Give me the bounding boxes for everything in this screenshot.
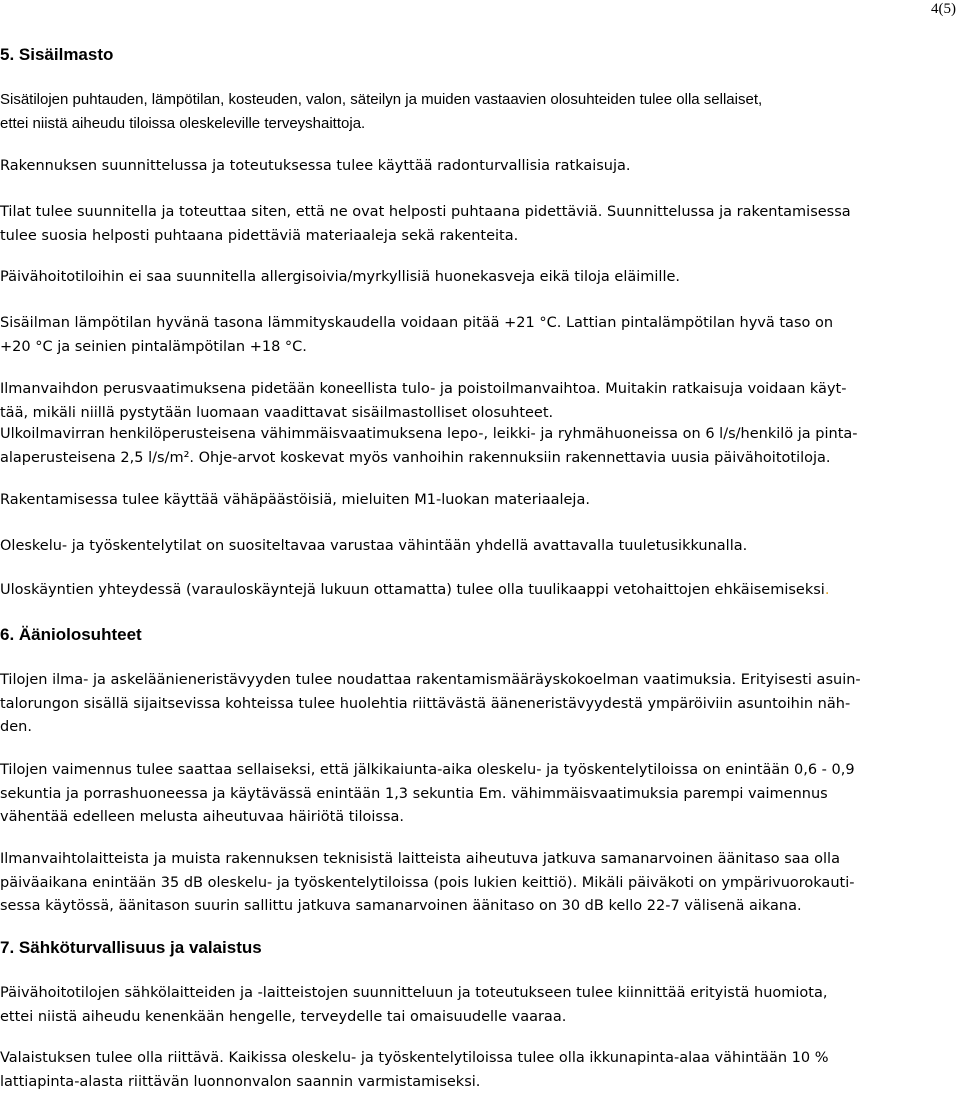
text-line: ettei niistä aiheudu tiloissa oleskeleville terveyshaittoja. (0, 112, 958, 136)
page-number: 4(5) (931, 0, 956, 18)
text-line: Tilat tulee suunnitella ja toteuttaa siten, että ne ovat helposti puhtaana pidettäviä. Suunnittelussa ja rakentamisessa (0, 201, 958, 225)
paragraph-6-2 (0, 759, 958, 830)
paragraph-5-1 (0, 88, 958, 135)
paragraph-7-1 (0, 982, 958, 1029)
text-line: Ulkoilmavirran henkilöperusteisena vähimmäisvaatimuksena lepo-, leikki- ja ryhmähuoneissa on 6 l/s/henkilö ja pinta- (0, 423, 958, 447)
paragraph-5-5 (0, 312, 958, 359)
paragraph-5-9 (0, 535, 958, 559)
paragraph-6-3 (0, 848, 958, 919)
paragraph-5-8 (0, 489, 958, 513)
paragraph-5-3 (0, 201, 958, 248)
text-line: talorungon sisällä sijaitsevissa kohteissa tulee huolehtia riittävästä ääneneristävyydestä ympäröiviin asuntoihin näh- (0, 693, 958, 717)
text-line: Rakennuksen suunnittelussa ja toteutuksessa tulee käyttää radonturvallisia ratkaisuja. (0, 155, 958, 179)
trailing-dot: . (825, 582, 830, 598)
text-line: tulee suosia helposti puhtaana pidettäviä materiaaleja sekä rakenteita. (0, 225, 958, 249)
text-line: Päivähoitotiloihin ei saa suunnitella allergisoivia/myrkyllisiä huonekasveja eikä tiloja eläimille. (0, 266, 958, 290)
text-line: ettei niistä aiheudu kenenkään hengelle, terveydelle tai omaisuudelle vaaraa. (0, 1006, 958, 1030)
text-line: Oleskelu- ja työskentelytilat on suositeltavaa varustaa vähintään yhdellä avattavalla tuuletusikkunalla. (0, 535, 958, 559)
text-line: Sisätilojen puhtauden, lämpötilan, kosteuden, valon, säteilyn ja muiden vastaavien olosuhteiden tulee olla sellaiset, (0, 88, 958, 112)
text-line: Tilojen vaimennus tulee saattaa sellaiseksi, että jälkikaiunta-aika oleskelu- ja työskentelytiloissa on enintään 0,6 - 0,9 (0, 759, 958, 783)
text-line: lattiapinta-alasta riittävän luonnonvalon saannin varmistamiseksi. (0, 1071, 958, 1094)
text-line (0, 579, 958, 603)
text-line: Rakentamisessa tulee käyttää vähäpäästöisiä, mieluiten M1-luokan materiaaleja. (0, 489, 958, 513)
text-line: Tilojen ilma- ja askeläänieneristävyyden tulee noudattaa rakentamismääräyskokoelman vaatimuksia. Erityisesti asuin- (0, 669, 958, 693)
section-heading-6: 6. Ääniolosuhteet (0, 624, 958, 646)
section-heading-7: 7. Sähköturvallisuus ja valaistus (0, 937, 958, 959)
paragraph-5-10 (0, 579, 958, 603)
paragraph-5-6 (0, 378, 958, 425)
section-heading-5: 5. Sisäilmasto (0, 44, 958, 66)
text-line: Valaistuksen tulee olla riittävä. Kaikissa oleskelu- ja työskentelytiloissa tulee olla ikkunapinta-alaa vähintään 10 % (0, 1047, 958, 1071)
text-line: Päivähoitotilojen sähkölaitteiden ja -laitteistojen suunnitteluun ja toteutukseen tulee kiinnittää erityistä huomiota, (0, 982, 958, 1006)
text-line: Ilmanvaihtolaitteista ja muista rakennuksen teknisistä laitteista aiheutuva jatkuva samanarvoinen äänitaso saa olla (0, 848, 958, 872)
text-line: sekuntia ja porrashuoneessa ja käytävässä enintään 1,3 sekuntia Em. vähimmäisvaatimuksia parempi vaimennus (0, 783, 958, 807)
text-line: tää, mikäli niillä pystytään luomaan vaadittavat sisäilmastolliset olosuhteet. (0, 402, 958, 426)
paragraph-6-1 (0, 669, 958, 740)
text-line: alaperusteisena 2,5 l/s/m². Ohje-arvot koskevat myös vanhoihin rakennuksiin rakennettavia uusia päivähoitotiloja. (0, 447, 958, 471)
paragraph-5-2 (0, 155, 958, 179)
text-line: Sisäilman lämpötilan hyvänä tasona lämmityskaudella voidaan pitää +21 °C. Lattian pintalämpötilan hyvä taso on (0, 312, 958, 336)
text-line: sessa käytössä, äänitason suurin sallittu jatkuva samanarvoinen äänitaso on 30 dB kello 22-7 välisenä aikana. (0, 895, 958, 919)
paragraph-7-2 (0, 1047, 958, 1094)
text-line: Ilmanvaihdon perusvaatimuksena pidetään koneellista tulo- ja poistoilmanvaihtoa. Muitakin ratkaisuja voidaan käyt- (0, 378, 958, 402)
text-line: vähentää edelleen melusta aiheutuvaa häiriötä tiloissa. (0, 806, 958, 830)
text-line: päiväaikana enintään 35 dB oleskelu- ja työskentelytiloissa (pois lukien keittiö). Mikäli päiväkoti on ympärivuorokauti- (0, 872, 958, 896)
paragraph-5-7 (0, 423, 958, 470)
text-line: den. (0, 716, 958, 740)
paragraph-5-4 (0, 266, 958, 290)
text-line-content: Uloskäyntien yhteydessä (varauloskäyntejä lukuun ottamatta) tulee olla tuulikaappi vetohaittojen ehkäisemiseksi (0, 582, 825, 598)
text-line: +20 °C ja seinien pintalämpötilan +18 °C. (0, 336, 958, 360)
